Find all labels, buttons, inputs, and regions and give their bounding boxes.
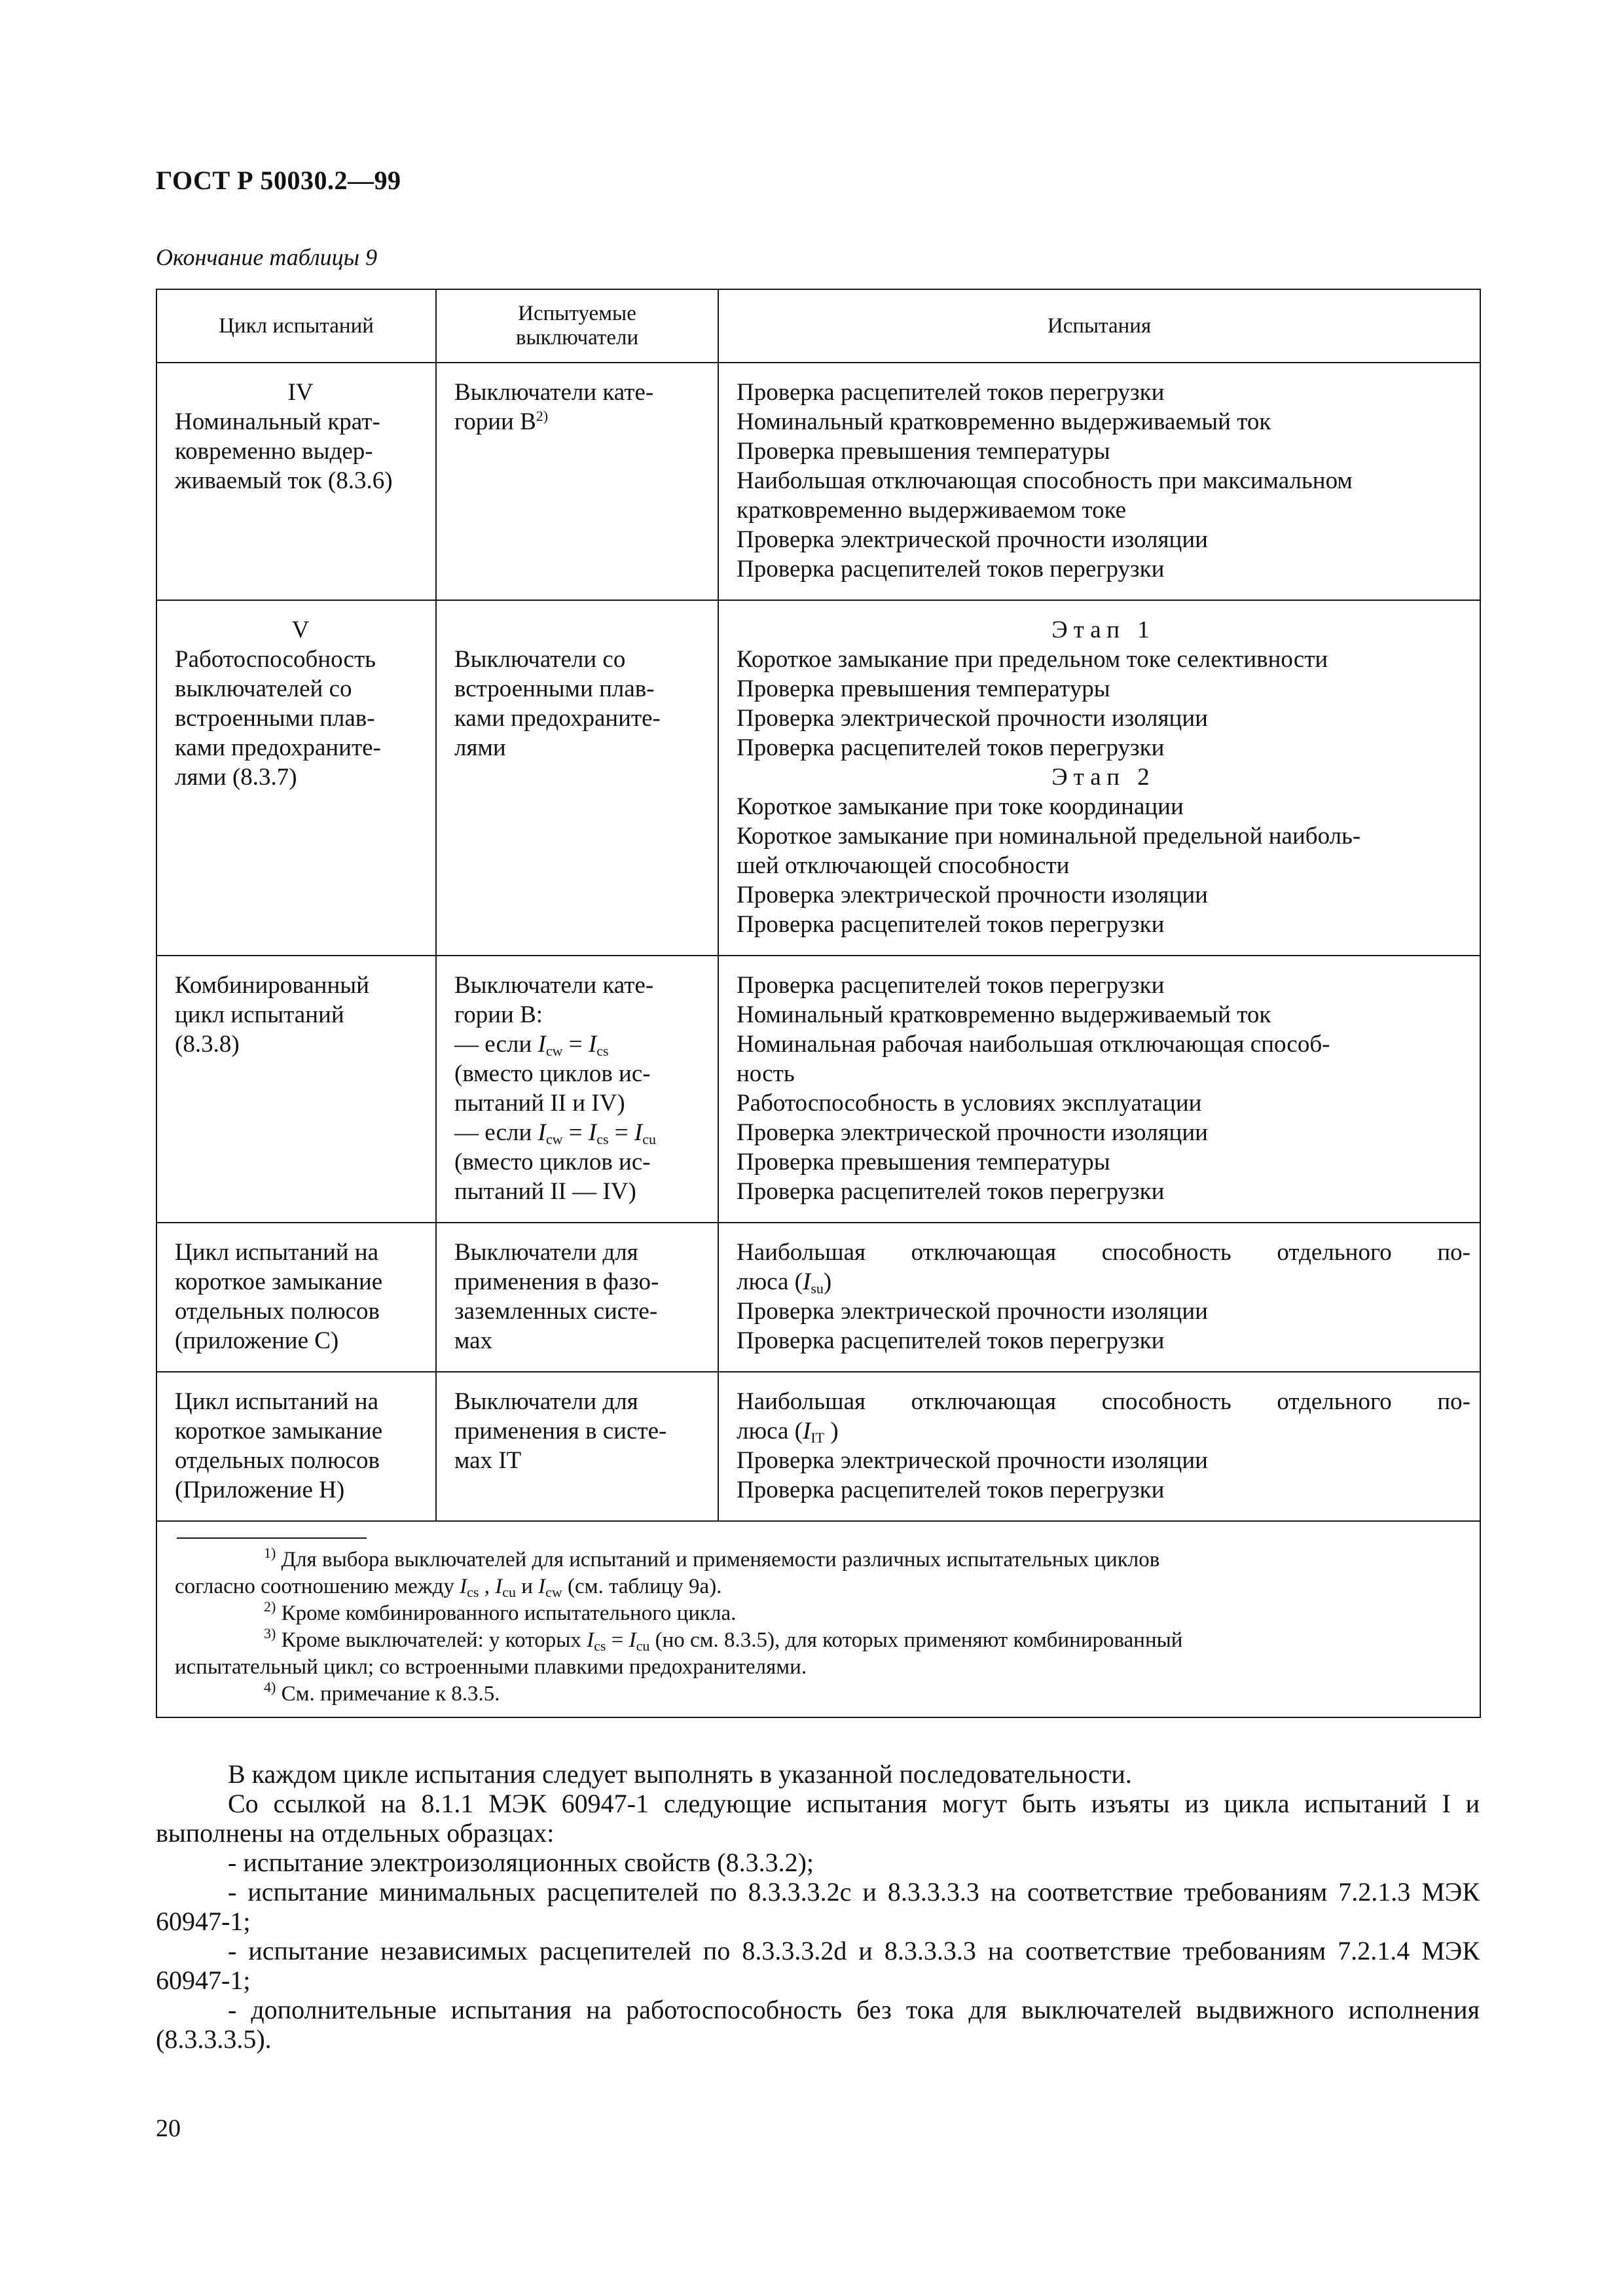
cycle-line: IV bbox=[287, 379, 314, 406]
footnote-1 bbox=[175, 1547, 1463, 1573]
cycle-cell bbox=[156, 600, 436, 956]
footnote-rule bbox=[177, 1537, 367, 1539]
equals: = bbox=[608, 1119, 634, 1146]
breakers-cell bbox=[436, 1223, 718, 1372]
breakers-text: гории B bbox=[454, 408, 536, 435]
breakers-cell bbox=[436, 956, 718, 1223]
breakers-cell bbox=[436, 600, 718, 956]
current-symbol: I bbox=[538, 1031, 546, 1058]
tests-cell bbox=[718, 956, 1480, 1223]
cycle-line: встроенными плав- bbox=[175, 705, 375, 732]
text: и bbox=[515, 1575, 539, 1598]
test-line: Проверка электрической прочности изоляции bbox=[737, 1298, 1208, 1325]
test-line: ность bbox=[737, 1060, 795, 1087]
page-number: 20 bbox=[156, 2115, 181, 2142]
test-line: Наибольшая отключающая способность при максимальном bbox=[737, 467, 1353, 494]
breakers-line: пытаний II — IV) bbox=[454, 1178, 636, 1205]
test-line: Проверка электрической прочности изоляции bbox=[737, 882, 1208, 908]
word: отдельного bbox=[1277, 1239, 1392, 1266]
document-id: ГОСТ Р 50030.2—99 bbox=[156, 166, 401, 195]
footnote-mark: 4) bbox=[264, 1679, 276, 1695]
subscript: cu bbox=[636, 1638, 650, 1654]
subscript: cw bbox=[545, 1043, 563, 1059]
subscript: cw bbox=[545, 1584, 562, 1600]
tests-table bbox=[156, 289, 1481, 1718]
paragraph: - испытание электроизоляционных свойств (8.3.3.2); bbox=[228, 1848, 814, 1877]
breakers-line: заземленных систе- bbox=[454, 1298, 658, 1325]
test-line: Проверка электрической прочности изоляции bbox=[737, 705, 1208, 732]
header-breakers bbox=[436, 289, 718, 363]
text: ) bbox=[824, 1418, 839, 1444]
breakers-line bbox=[454, 407, 708, 437]
tests-cell bbox=[718, 600, 1480, 956]
word: Наибольшая bbox=[737, 1388, 866, 1415]
breakers-line: мах bbox=[454, 1327, 493, 1354]
subscript: cs bbox=[596, 1043, 609, 1059]
paragraph: - испытание минимальных расцепителей по 8.3.3.3.2с и 8.3.3.3.3 на соответствие требованиям 7.2.1.3 МЭК 60947-1; bbox=[156, 1877, 1480, 1936]
cycle-line: Комбинированный bbox=[175, 972, 369, 999]
test-line: Проверка расцепителей токов перегрузки bbox=[737, 1477, 1165, 1503]
text: (см. таблицу 9а). bbox=[562, 1575, 722, 1598]
test-line: Номинальный кратковременно выдерживаемый ток bbox=[737, 1001, 1271, 1028]
breakers-line: пытаний II и IV) bbox=[454, 1090, 625, 1117]
word: отключающая bbox=[911, 1388, 1057, 1415]
breakers-line: ками предохраните- bbox=[454, 705, 661, 732]
cycle-cell bbox=[156, 956, 436, 1223]
word: Наибольшая bbox=[737, 1239, 866, 1266]
word: отдельного bbox=[1277, 1388, 1392, 1415]
breakers-line: лями bbox=[454, 734, 506, 761]
cycle-cell bbox=[156, 1223, 436, 1372]
text: согласно соотношению между bbox=[175, 1575, 460, 1598]
test-line: Проверка превышения температуры bbox=[737, 1149, 1110, 1175]
current-symbol: I bbox=[802, 1268, 811, 1295]
test-line: Проверка расцепителей токов перегрузки bbox=[737, 556, 1165, 583]
test-line bbox=[737, 1267, 1470, 1297]
footnote-text: Кроме выключателей: у которых bbox=[276, 1628, 587, 1652]
subscript: cw bbox=[545, 1131, 563, 1147]
footnote-3-cont: испытательный цикл; со встроенными плавкими предохранителями. bbox=[175, 1655, 807, 1679]
tests-cell bbox=[718, 1372, 1480, 1521]
test-line: шей отключающей способности bbox=[737, 852, 1070, 879]
table-row bbox=[156, 600, 1480, 956]
word: по- bbox=[1437, 1388, 1470, 1415]
footnote-4 bbox=[175, 1681, 1463, 1708]
test-line: Проверка расцепителей токов перегрузки bbox=[737, 972, 1165, 999]
test-line: Проверка расцепителей токов перегрузки bbox=[737, 1178, 1165, 1205]
footnote-3 bbox=[175, 1627, 1463, 1654]
breakers-cell bbox=[436, 363, 718, 600]
breakers-line: Выключатели для bbox=[454, 1239, 638, 1266]
table-row bbox=[156, 1223, 1480, 1372]
text: люса ( bbox=[737, 1418, 803, 1444]
breakers-line: встроенными плав- bbox=[454, 675, 655, 702]
word: способность bbox=[1101, 1388, 1231, 1415]
header-breakers-text: Испытуемые выключатели bbox=[515, 302, 639, 350]
current-symbol: I bbox=[634, 1119, 643, 1146]
cycle-cell bbox=[156, 1372, 436, 1521]
breakers-line: мах IT bbox=[454, 1447, 522, 1474]
breakers-condition-line bbox=[454, 1118, 708, 1147]
test-line bbox=[737, 1387, 1470, 1416]
header-tests: Испытания bbox=[718, 289, 1480, 363]
table-caption: Окончание таблицы 9 bbox=[156, 244, 378, 270]
cycle-line: цикл испытаний bbox=[175, 1001, 344, 1028]
footnote-2 bbox=[175, 1600, 1463, 1627]
word: способность bbox=[1101, 1239, 1231, 1266]
text: люса ( bbox=[737, 1268, 803, 1295]
cycle-line: (Приложение Н) bbox=[175, 1477, 345, 1503]
table-header-row bbox=[156, 289, 1480, 363]
footnote-mark: 2) bbox=[264, 1598, 276, 1615]
test-line: Проверка электрической прочности изоляции bbox=[737, 1447, 1208, 1474]
table-row bbox=[156, 363, 1480, 600]
text: = bbox=[606, 1628, 629, 1652]
text: ) bbox=[823, 1268, 832, 1295]
cycle-line: Цикл испытаний на bbox=[175, 1388, 379, 1415]
footnotes-cell bbox=[156, 1521, 1480, 1717]
test-line: Проверка расцепителей токов перегрузки bbox=[737, 734, 1165, 761]
current-symbol: I bbox=[495, 1575, 503, 1598]
breakers-cell bbox=[436, 1372, 718, 1521]
cycle-line: V bbox=[291, 617, 310, 643]
subscript: cs bbox=[467, 1584, 479, 1600]
breakers-line: Выключатели кате- bbox=[454, 379, 654, 406]
tests-cell bbox=[718, 363, 1480, 600]
current-symbol: I bbox=[460, 1575, 467, 1598]
footnote-text: Кроме комбинированного испытательного цикла. bbox=[276, 1602, 737, 1625]
breakers-line: Выключатели со bbox=[454, 646, 626, 673]
subscript: cs bbox=[594, 1638, 606, 1654]
breakers-line: применения в фазо- bbox=[454, 1268, 659, 1295]
cycle-line: (8.3.8) bbox=[175, 1031, 240, 1058]
current-symbol: I bbox=[538, 1575, 546, 1598]
current-symbol: I bbox=[588, 1119, 597, 1146]
breakers-line: Выключатели для bbox=[454, 1388, 638, 1415]
footnotes-row bbox=[156, 1521, 1480, 1717]
cycle-line: Номинальный крат- bbox=[175, 408, 380, 435]
word: по- bbox=[1437, 1239, 1470, 1266]
footnote-mark: 1) bbox=[264, 1545, 276, 1561]
cycle-line: лями (8.3.7) bbox=[175, 764, 297, 791]
test-line: Номинальная рабочая наибольшая отключающая способ- bbox=[737, 1031, 1330, 1058]
current-symbol: I bbox=[802, 1418, 811, 1444]
test-line: Работоспособность в условиях эксплуатации bbox=[737, 1090, 1202, 1117]
cycle-line: ками предохраните- bbox=[175, 734, 381, 761]
cycle-line: Цикл испытаний на bbox=[175, 1239, 379, 1266]
cycle-line: ковременно выдер- bbox=[175, 438, 373, 465]
stage-heading: Этап 2 bbox=[1051, 764, 1156, 791]
test-line bbox=[737, 1416, 1470, 1446]
condition-prefix: — если bbox=[454, 1031, 538, 1058]
current-symbol: I bbox=[629, 1628, 636, 1652]
footnote-text: (но см. 8.3.5), для которых применяют комбинированный bbox=[649, 1628, 1183, 1652]
paragraph: - испытание независимых расцепителей по 8.3.3.3.2d и 8.3.3.3.3 на соответствие требованиям 7.2.1.4 МЭК 60947-1; bbox=[156, 1936, 1480, 1995]
footnote-text: Для выбора выключателей для испытаний и применяемости различных испытательных циклов bbox=[276, 1548, 1160, 1571]
test-line: Проверка расцепителей токов перегрузки bbox=[737, 1327, 1165, 1354]
table-row bbox=[156, 956, 1480, 1223]
equals: = bbox=[562, 1119, 589, 1146]
test-line: Проверка электрической прочности изоляции bbox=[737, 526, 1208, 553]
paragraph: - дополнительные испытания на работоспособность без тока для выключателей выдвижного исполнения (8.3.3.3.5). bbox=[156, 1995, 1480, 2054]
paragraph: Со ссылкой на 8.1.1 МЭК 60947-1 следующие испытания могут быть изъяты из цикла испытаний I и выполнены на отдельных образцах: bbox=[156, 1789, 1480, 1848]
tests-cell bbox=[718, 1223, 1480, 1372]
stage-heading: Этап 1 bbox=[1051, 617, 1156, 643]
current-symbol: I bbox=[538, 1119, 546, 1146]
breakers-line: Выключатели кате- bbox=[454, 972, 654, 999]
equals: = bbox=[562, 1031, 589, 1058]
current-symbol: I bbox=[587, 1628, 594, 1652]
breakers-line: (вместо циклов ис- bbox=[454, 1149, 651, 1175]
word: отключающая bbox=[911, 1239, 1057, 1266]
text: , bbox=[479, 1575, 496, 1598]
footnote-ref: 2) bbox=[536, 408, 549, 424]
breakers-line: (вместо циклов ис- bbox=[454, 1060, 651, 1087]
test-line: Короткое замыкание при номинальной предельной наиболь- bbox=[737, 823, 1361, 850]
paragraph: В каждом цикле испытания следует выполнять в указанной последовательности. bbox=[228, 1759, 1132, 1789]
spacer bbox=[454, 615, 708, 645]
test-line: Короткое замыкание при токе координации bbox=[737, 793, 1184, 820]
cycle-line: короткое замыкание bbox=[175, 1268, 383, 1295]
cycle-line: отдельных полюсов bbox=[175, 1447, 380, 1474]
subscript: cu bbox=[642, 1131, 657, 1147]
subscript: IT bbox=[811, 1429, 825, 1446]
cycle-line: выключателей со bbox=[175, 675, 352, 702]
cycle-line: (приложение С) bbox=[175, 1327, 339, 1354]
table-row bbox=[156, 1372, 1480, 1521]
test-line: Проверка электрической прочности изоляции bbox=[737, 1119, 1208, 1146]
subscript: su bbox=[811, 1280, 824, 1297]
footnote-text: См. примечание к 8.3.5. bbox=[276, 1682, 500, 1706]
test-line bbox=[737, 1238, 1470, 1267]
breakers-line: гории B: bbox=[454, 1001, 543, 1028]
test-line: Короткое замыкание при предельном токе селективности bbox=[737, 646, 1328, 673]
footnote-mark: 3) bbox=[264, 1625, 276, 1641]
test-line: Номинальный кратковременно выдерживаемый ток bbox=[737, 408, 1271, 435]
test-line: Проверка превышения температуры bbox=[737, 675, 1110, 702]
test-line: кратковременно выдерживаемом токе bbox=[737, 497, 1127, 524]
footnote-1-cont bbox=[175, 1573, 1463, 1600]
body-text bbox=[156, 1759, 1480, 2054]
condition-prefix: — если bbox=[454, 1119, 538, 1146]
subscript: cs bbox=[596, 1131, 609, 1147]
test-line: Проверка расцепителей токов перегрузки bbox=[737, 379, 1165, 406]
cycle-line: Работоспособность bbox=[175, 646, 376, 673]
test-line: Проверка превышения температуры bbox=[737, 438, 1110, 465]
cycle-line: отдельных полюсов bbox=[175, 1298, 380, 1325]
current-symbol: I bbox=[588, 1031, 597, 1058]
subscript: cu bbox=[502, 1584, 516, 1600]
test-line: Проверка расцепителей токов перегрузки bbox=[737, 911, 1165, 938]
cycle-line: живаемый ток (8.3.6) bbox=[175, 467, 393, 494]
breakers-line: применения в систе- bbox=[454, 1418, 667, 1444]
header-cycle: Цикл испытаний bbox=[156, 289, 436, 363]
cycle-cell bbox=[156, 363, 436, 600]
cycle-line: короткое замыкание bbox=[175, 1418, 383, 1444]
breakers-condition-line bbox=[454, 1030, 708, 1059]
